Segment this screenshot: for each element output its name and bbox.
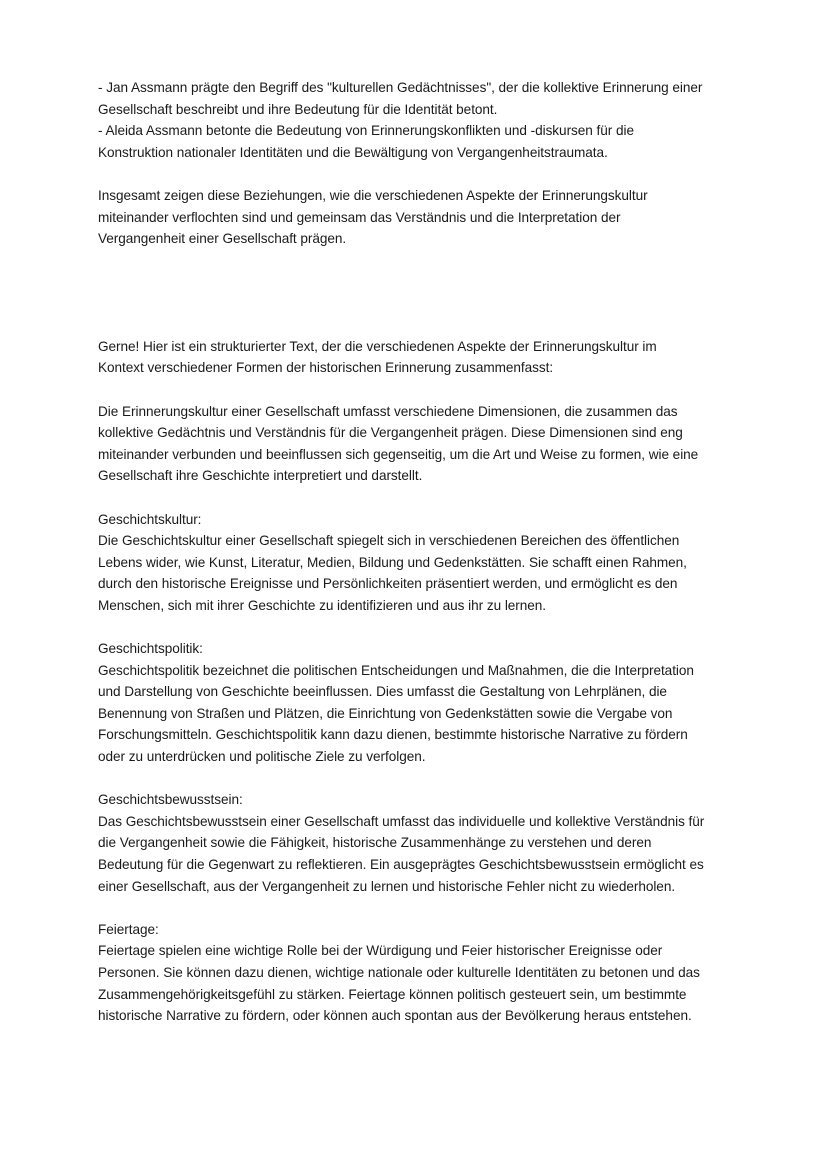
section-heading: Geschichtskultur: bbox=[98, 511, 202, 527]
text-line: - Jan Assmann prägte den Begriff des "kulturellen Gedächtnisses", der die kollektive Erinnerung einer bbox=[98, 80, 703, 95]
intro-paragraph bbox=[98, 336, 738, 379]
summary-paragraph bbox=[98, 185, 738, 250]
text-line: Bedeutung für die Gegenwart zu reflektieren. Ein ausgeprägtes Geschichtsbewusstsein ermöglicht es bbox=[98, 857, 704, 872]
text-line: miteinander verflochten sind und gemeinsam das Verständnis und die Interpretation der bbox=[98, 209, 621, 225]
text-line: Forschungsmitteln. Geschichtspolitik kann dazu dienen, bestimmte historische Narrative zu fördern bbox=[98, 727, 688, 743]
document-page bbox=[98, 77, 738, 1027]
text-line: oder zu unterdrücken und politische Ziele zu verfolgen. bbox=[98, 749, 426, 765]
section-heading: Geschichtspolitik: bbox=[98, 641, 203, 657]
bullet-jan-assmann bbox=[98, 77, 738, 120]
section-heading: Feiertage: bbox=[98, 921, 159, 937]
text-line: Insgesamt zeigen diese Beziehungen, wie die verschiedenen Aspekte der Erinnerungskultur bbox=[98, 187, 648, 203]
overview-paragraph bbox=[98, 401, 738, 487]
text-line: Konstruktion nationaler Identitäten und die Bewältigung von Vergangenheitstraumata. bbox=[98, 144, 608, 160]
text-line: und Darstellung von Geschichte beeinflussen. Dies umfasst die Gestaltung von Lehrplänen, die bbox=[98, 684, 667, 700]
text-line: historische Narrative zu fördern, oder können auch spontan aus der Bevölkerung heraus entstehen. bbox=[98, 1008, 692, 1024]
section-heading: Geschichtsbewusstsein: bbox=[98, 792, 243, 808]
text-line: Feiertage spielen eine wichtige Rolle bei der Würdigung und Feier historischer Ereignisse oder bbox=[98, 943, 663, 959]
text-line: Gesellschaft ihre Geschichte interpretiert und darstellt. bbox=[98, 468, 423, 484]
text-line: Lebens wider, wie Kunst, Literatur, Medien, Bildung und Gedenkstätten. Sie schafft einen Rahmen, bbox=[98, 554, 687, 570]
text-line: Gesellschaft beschreibt und ihre Bedeutung für die Identität betont. bbox=[98, 101, 498, 117]
text-line: Geschichtspolitik bezeichnet die politischen Entscheidungen und Maßnahmen, die die Interpretation bbox=[98, 662, 694, 678]
text-line: Benennung von Straßen und Plätzen, die Einrichtung von Gedenkstätten sowie die Vergabe von bbox=[98, 705, 673, 721]
text-line: kollektive Gedächtnis und Verständnis für die Vergangenheit prägen. Diese Dimensionen sind eng bbox=[98, 425, 683, 441]
section-geschichtspolitik bbox=[98, 638, 738, 768]
text-line: Die Erinnerungskultur einer Gesellschaft umfasst verschiedene Dimensionen, die zusammen das bbox=[98, 403, 678, 419]
text-line: Kontext verschiedener Formen der historischen Erinnerung zusammenfasst: bbox=[98, 360, 554, 376]
text-line: Vergangenheit einer Gesellschaft prägen. bbox=[98, 231, 347, 247]
text-line: die Vergangenheit sowie die Fähigkeit, historische Zusammenhänge zu verstehen und deren bbox=[98, 835, 652, 851]
text-line: Die Geschichtskultur einer Gesellschaft spiegelt sich in verschiedenen Bereichen des öffentlichen bbox=[98, 533, 680, 549]
text-line: miteinander verbunden und beeinflussen sich gegenseitig, um die Art und Weise zu formen, wie eine bbox=[98, 446, 699, 462]
section-geschichtsbewusstsein bbox=[98, 789, 738, 897]
bullet-aleida-assmann bbox=[98, 120, 738, 163]
text-line: Menschen, sich mit ihrer Geschichte zu identifizieren und aus ihr zu lernen. bbox=[98, 597, 547, 613]
text-line: Das Geschichtsbewusstsein einer Gesellschaft umfasst das individuelle und kollektive Verständnis für bbox=[98, 813, 705, 829]
text-line: einer Gesellschaft, aus der Vergangenheit zu lernen und historische Fehler nicht zu wiederholen. bbox=[98, 878, 676, 894]
text-line: Personen. Sie können dazu dienen, wichtige nationale oder kulturelle Identitäten zu betonen und das bbox=[98, 964, 700, 980]
text-line: Zusammengehörigkeitsgefühl zu stärken. Feiertage können politisch gesteuert sein, um bestimmte bbox=[98, 986, 687, 1002]
text-line: durch den historische Ereignisse und Persönlichkeiten präsentiert werden, und ermöglicht es den bbox=[98, 576, 678, 592]
section-geschichtskultur bbox=[98, 509, 738, 617]
text-line: - Aleida Assmann betonte die Bedeutung von Erinnerungskonflikten und -diskursen für die bbox=[98, 123, 634, 139]
section-feiertage bbox=[98, 919, 738, 1027]
text-line: Gerne! Hier ist ein strukturierter Text, der die verschiedenen Aspekte der Erinnerungskultur im bbox=[98, 338, 657, 354]
